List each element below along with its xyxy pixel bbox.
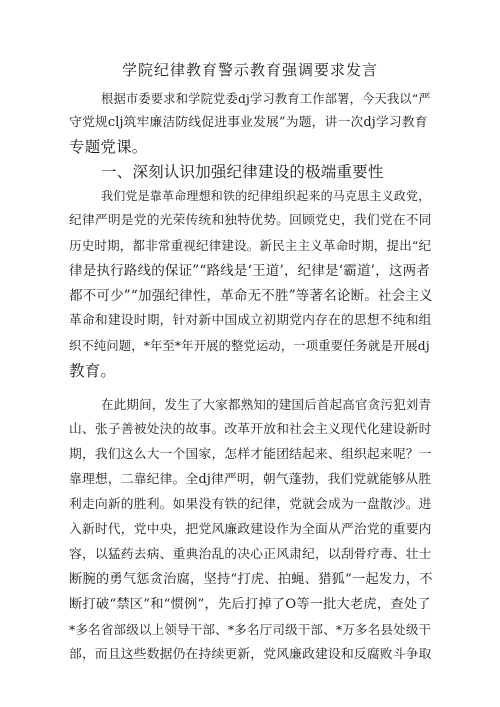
body-line-3: 专题党课。: [69, 138, 148, 156]
body-line-9: 都不可少”“加强纪律性，革命无不胜”等著名论断。社会主义: [69, 288, 433, 304]
body-line-18: 入新时代，党中央，把党风廉政建设作为全面从严治党的重要内: [69, 522, 432, 537]
body-line-8: 律是执行路线的保证”“路线是‘王道’，纪律是‘霸道’，这两者: [69, 263, 430, 279]
body-line-7: 历史时期，都非常重视纪律建设。新民主主义革命时期，提出“纪: [69, 238, 432, 253]
body-line-16: 靠理想，二靠纪律。全dj律严明，朝气蓬勃，我们党就能够从胜: [69, 472, 432, 487]
body-line-21: 断打破“禁区”和“惯例”，先后打掉了O等一批大老虎，查处了: [69, 597, 431, 612]
body-line-14: 山、张子善被处決的故事。改革开放和社会主义现代化建设新时: [69, 422, 432, 437]
body-line-23: 部，而且这些数据仍在持续更新，党风廉政建设和反腐败斗争取: [69, 647, 432, 662]
body-line-6: 纪律严明是党的光荣传统和独特优势。回顾党史，我们党在不同: [69, 213, 432, 228]
body-line-20: 断腕的勇气惩贪治腐，坚持“打虎、拍蝇、猎狐”一起发力，不: [69, 572, 433, 587]
body-line-5: 我们党是靠革命理想和铁的纪律组织起来的马克思主义政党，: [101, 189, 431, 203]
body-line-22: *多名省部级以上领导干部、*多名厅司级干部、*万多名县处级干: [69, 622, 432, 637]
document-title: 学院纪律教育警示教育强调要求发言: [121, 61, 378, 79]
body-line-2: 守党规clj筑牢廉洁防线促进事业发展”为题，讲一次dj学习教育: [69, 115, 428, 130]
body-line-11: 织不纯问题，*年至*年开展的整党运动，一项重要任务就是开展dj: [69, 339, 430, 353]
body-line-19: 容，以猛药去病、重典治乱的决心正风肃纪，以刮骨疗毒、壮士: [69, 547, 432, 562]
body-line-13: 在此期间，发生了大家都熟知的建国后首起高官贪污犯刘青: [101, 397, 432, 412]
body-line-15: 期，我们这么大一个国家，怎样才能团结起来、组织起来呢？一: [69, 447, 432, 462]
body-line-1: 根据市委要求和学院党委dj学习教育工作部署，今天我以“严: [101, 92, 431, 106]
body-line-12: 教育。: [69, 362, 117, 380]
body-line-17: 利走向新的胜利。如果没有铁的纪律，党就会成为一盘散沙。进: [69, 497, 432, 512]
body-line-10: 革命和建设时期，针对新中国成立初期党内存在的思想不纯和组: [69, 313, 432, 328]
section-heading-1: 一、深刻认识加强纪律建设的极端重要性: [101, 163, 384, 181]
